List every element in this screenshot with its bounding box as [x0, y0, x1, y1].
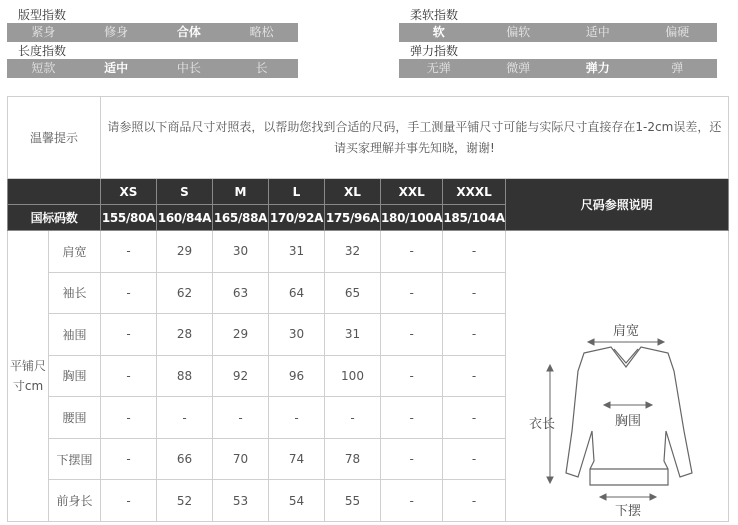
size-header-blank: [8, 179, 101, 205]
intl-code: 170/92A: [269, 205, 325, 231]
index-option: 弹: [671, 61, 684, 75]
index-option: 短款: [31, 61, 56, 75]
measure-value: -: [443, 397, 505, 439]
measure-value: 96: [269, 355, 325, 397]
measure-value: 65: [325, 272, 381, 314]
index-option: 长: [255, 61, 268, 75]
type-index-bar: [7, 23, 298, 42]
size-explain-header: 尺码参照说明: [505, 179, 728, 231]
measure-value: 66: [157, 438, 213, 480]
measure-value: -: [381, 231, 443, 273]
measure-value: -: [443, 231, 505, 273]
measure-value: -: [381, 272, 443, 314]
measure-value: -: [443, 480, 505, 522]
elastic-index-bar: [399, 59, 717, 78]
size-header: M: [213, 179, 269, 205]
measure-value: 100: [325, 355, 381, 397]
measure-value: 74: [269, 438, 325, 480]
intl-code: 165/88A: [213, 205, 269, 231]
measure-value: -: [157, 397, 213, 439]
tip-text: 请参照以下商品尺寸对照表，以帮助您找到合适的尺码，手工测量平铺尺寸可能与实际尺寸直接存在1-2cm误差，还请买家理解并事先知晓，谢谢!: [101, 97, 729, 179]
measure-name: 下摆围: [49, 438, 101, 480]
index-option: 略松: [249, 25, 274, 39]
type-index-title: 版型指数: [18, 8, 67, 22]
measure-value: 30: [269, 314, 325, 356]
measure-value: 55: [325, 480, 381, 522]
index-option: 无弹: [426, 61, 451, 75]
size-header-row: [8, 179, 729, 205]
measure-value: -: [381, 355, 443, 397]
measure-value: 31: [269, 231, 325, 273]
size-header: XS: [101, 179, 157, 205]
measure-value: 88: [157, 355, 213, 397]
measure-value: 29: [213, 314, 269, 356]
index-option: 适中: [585, 25, 610, 39]
measure-value: 63: [213, 272, 269, 314]
index-option: 中长: [176, 61, 201, 75]
measure-value: 28: [157, 314, 213, 356]
diagram-label-chest: 胸围: [614, 413, 641, 428]
measure-value: 92: [213, 355, 269, 397]
tip-label: 温馨提示: [8, 97, 101, 179]
measure-group-label: 平铺尺寸cm: [8, 231, 49, 522]
measure-value: 78: [325, 438, 381, 480]
size-header: XL: [325, 179, 381, 205]
index-option: 偏软: [506, 25, 531, 39]
measure-value: -: [101, 438, 157, 480]
size-header: L: [269, 179, 325, 205]
measure-value: -: [101, 397, 157, 439]
measure-value: -: [101, 272, 157, 314]
sweater-diagram: [506, 231, 728, 518]
measure-value: -: [101, 314, 157, 356]
measure-value: 31: [325, 314, 381, 356]
measure-value: -: [101, 355, 157, 397]
size-header: XXL: [381, 179, 443, 205]
table-row: [8, 231, 729, 273]
size-diagram-cell: [505, 231, 728, 522]
measure-value: -: [443, 355, 505, 397]
index-option: 软: [432, 25, 445, 39]
measure-value: 32: [325, 231, 381, 273]
softness-index-bar: [399, 23, 717, 42]
diagram-label-length: 衣长: [528, 416, 555, 431]
measure-value: -: [443, 438, 505, 480]
diagram-label-shoulder: 肩宽: [612, 323, 639, 338]
measure-value: 53: [213, 480, 269, 522]
intl-code: 160/84A: [157, 205, 213, 231]
intl-code: 180/100A: [381, 205, 443, 231]
measure-name: 胸围: [49, 355, 101, 397]
length-index-title: 长度指数: [18, 44, 67, 58]
measure-value: 30: [213, 231, 269, 273]
measure-value: 62: [157, 272, 213, 314]
measure-value: -: [381, 397, 443, 439]
size-header: S: [157, 179, 213, 205]
measure-value: -: [101, 231, 157, 273]
measure-name: 前身长: [49, 480, 101, 522]
measure-value: -: [381, 480, 443, 522]
index-option: 修身: [104, 25, 129, 39]
index-option: 弹力: [585, 61, 610, 75]
diagram-label-hem: 下摆: [614, 503, 641, 518]
size-header: XXXL: [443, 179, 505, 205]
measure-value: 52: [157, 480, 213, 522]
measure-value: -: [381, 438, 443, 480]
index-option: 紧身: [31, 25, 56, 39]
measure-value: -: [101, 480, 157, 522]
measure-name: 袖长: [49, 272, 101, 314]
elastic-index-title: 弹力指数: [410, 44, 459, 58]
measure-value: -: [443, 314, 505, 356]
measure-value: -: [213, 397, 269, 439]
measure-value: 29: [157, 231, 213, 273]
softness-index-title: 柔软指数: [410, 8, 459, 22]
measure-name: 袖围: [49, 314, 101, 356]
measure-value: -: [325, 397, 381, 439]
index-option: 合体: [176, 25, 201, 39]
size-table: [7, 96, 729, 522]
measure-name: 肩宽: [49, 231, 101, 273]
index-option: 偏硬: [665, 25, 690, 39]
measure-value: 70: [213, 438, 269, 480]
measure-value: 54: [269, 480, 325, 522]
index-option: 适中: [104, 61, 129, 75]
intl-code-label: 国标码数: [8, 205, 101, 231]
measure-value: -: [443, 272, 505, 314]
length-index-bar: [7, 59, 298, 78]
measure-value: 64: [269, 272, 325, 314]
measure-value: -: [381, 314, 443, 356]
measure-name: 腰围: [49, 397, 101, 439]
measure-value: -: [269, 397, 325, 439]
intl-code: 155/80A: [101, 205, 157, 231]
intl-code: 185/104A: [443, 205, 505, 231]
intl-code: 175/96A: [325, 205, 381, 231]
index-option: 微弹: [506, 61, 531, 75]
